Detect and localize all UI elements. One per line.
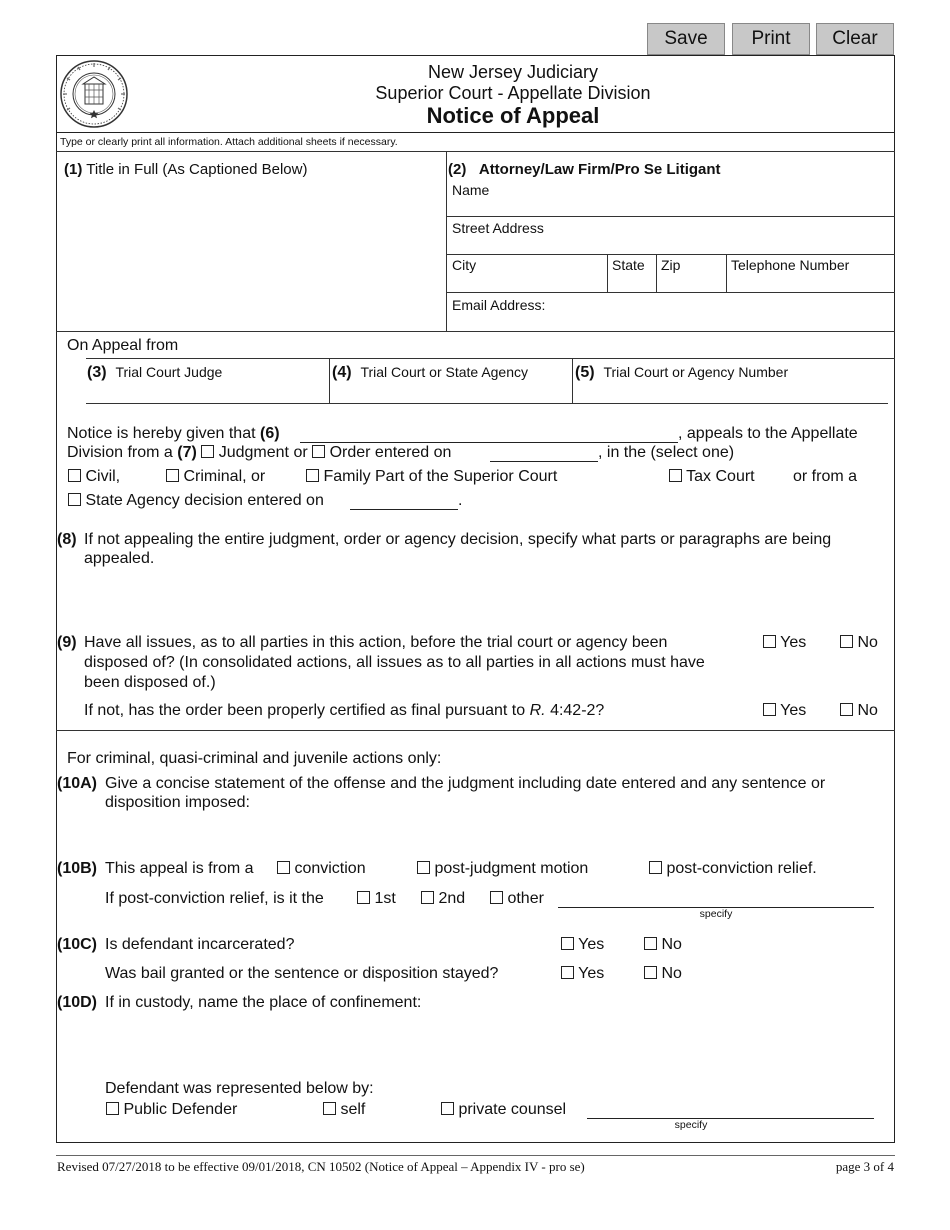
trial-judge-label: (3) Trial Court Judge [87, 364, 223, 381]
section9-num: (9) [57, 634, 77, 651]
judgment-checkbox[interactable] [201, 445, 214, 458]
conviction-checkbox[interactable] [277, 861, 290, 874]
agency-date-field[interactable] [350, 509, 458, 510]
divider [446, 151, 447, 331]
trial-judge-field[interactable] [88, 384, 326, 402]
divider [86, 358, 895, 359]
notice-line2: Division from a (7) Judgment or Order entered on [67, 444, 452, 461]
first-checkbox[interactable] [357, 891, 370, 904]
confinement-field[interactable] [105, 1016, 885, 1068]
state-agency-checkbox[interactable] [68, 493, 81, 506]
first-option: 1st [357, 889, 396, 909]
divider [56, 151, 895, 152]
order-checkbox[interactable] [312, 445, 325, 458]
divider [56, 730, 895, 731]
footer-revision: Revised 07/27/2018 to be effective 09/01/2018, CN 10502 (Notice of Appeal – Appendix IV - pro se) [57, 1159, 585, 1174]
q9b-no-checkbox[interactable] [840, 703, 853, 716]
second-option: 2nd [421, 889, 465, 909]
trial-court-label: (4) Trial Court or State Agency [332, 364, 529, 381]
clear-button[interactable]: Clear [816, 23, 894, 55]
offense-statement-field[interactable] [105, 815, 885, 853]
section2-label: (2) Attorney/Law Firm/Pro Se Litigant [448, 161, 721, 178]
post-judgment-motion-checkbox[interactable] [417, 861, 430, 874]
civil-option: Civil, [68, 467, 120, 487]
save-button[interactable]: Save [647, 23, 725, 55]
section10a-line1: Give a concise statement of the offense and the judgment including date entered and any sentence or [105, 775, 826, 792]
agency-number-field[interactable] [575, 384, 887, 402]
public-defender-option: Public Defender [106, 1100, 237, 1120]
public-defender-checkbox[interactable] [106, 1102, 119, 1115]
divider [726, 254, 727, 292]
q9b-yes: Yes [763, 701, 806, 721]
header-line2: Superior Court - Appellate Division [375, 83, 651, 103]
section8-line1: If not appealing the entire judgment, order or agency decision, specify what parts or paragraphs are being [84, 531, 832, 548]
divider [446, 292, 895, 293]
name-field[interactable] [448, 198, 893, 216]
q9-no: No [840, 633, 878, 653]
divider [572, 358, 573, 404]
name-label: Name [452, 182, 490, 198]
divider [329, 358, 330, 404]
specify-hint: specify [674, 1119, 708, 1131]
title-in-full-field[interactable] [60, 184, 440, 326]
header-line1: New Jersey Judiciary [427, 62, 599, 82]
section9-q2: If not, has the order been properly certified as final pursuant to R. 4:42-2? [84, 702, 605, 719]
self-checkbox[interactable] [323, 1102, 336, 1115]
divider [607, 254, 608, 292]
tax-court-checkbox[interactable] [669, 469, 682, 482]
self-option: self [323, 1100, 365, 1120]
section10d-num: (10D) [57, 994, 98, 1011]
parts-appealed-field[interactable] [84, 572, 884, 620]
section9-line2: disposed of? (In consolidated actions, all issues as to all parties in all actions must have [84, 654, 705, 671]
section10c-num: (10C) [57, 936, 98, 953]
phone-label: Telephone Number [731, 257, 850, 273]
pjm-option: post-judgment motion [417, 859, 588, 879]
bail-no: No [644, 964, 682, 984]
notice-period: . [458, 492, 463, 509]
section10c-q2: Was bail granted or the sentence or disposition stayed? [105, 965, 499, 982]
section8-num: (8) [57, 531, 77, 548]
incarcerated-yes-checkbox[interactable] [561, 937, 574, 950]
section10a-line2: disposition imposed: [105, 794, 250, 811]
street-label: Street Address [452, 220, 544, 236]
bail-yes: Yes [561, 964, 604, 984]
q9b-yes-checkbox[interactable] [763, 703, 776, 716]
agency-option: State Agency decision entered on [68, 491, 324, 511]
section10d-q: If in custody, name the place of confinement: [105, 994, 422, 1011]
criminal-checkbox[interactable] [166, 469, 179, 482]
section1-label: (1) Title in Full (As Captioned Below) [64, 161, 308, 178]
incarcerated-no: No [644, 935, 682, 955]
bail-yes-checkbox[interactable] [561, 966, 574, 979]
q9-yes-checkbox[interactable] [763, 635, 776, 648]
civil-checkbox[interactable] [68, 469, 81, 482]
divider [56, 331, 895, 332]
other-option: other [490, 889, 544, 909]
order-date-field[interactable] [490, 461, 598, 462]
divider [86, 403, 888, 404]
incarcerated-no-checkbox[interactable] [644, 937, 657, 950]
email-field[interactable] [550, 294, 893, 328]
post-conviction-relief-checkbox[interactable] [649, 861, 662, 874]
zip-label: Zip [661, 257, 681, 273]
private-counsel-checkbox[interactable] [441, 1102, 454, 1115]
private-counsel-option: private counsel [441, 1100, 566, 1120]
section10a-num: (10A) [57, 775, 98, 792]
notice-select: , in the (select one) [598, 444, 735, 461]
section8-line2: appealed. [84, 550, 155, 567]
section10b-pre: This appeal is from a [105, 860, 254, 877]
family-checkbox[interactable] [306, 469, 319, 482]
section10b-num: (10B) [57, 860, 98, 877]
print-button[interactable]: Print [732, 23, 810, 55]
section10b-q2: If post-conviction relief, is it the [105, 890, 324, 907]
second-checkbox[interactable] [421, 891, 434, 904]
criminal-heading: For criminal, quasi-criminal and juvenile actions only: [67, 750, 442, 767]
city-label: City [452, 257, 477, 273]
criminal-option: Criminal, or [166, 467, 265, 487]
divider [656, 254, 657, 292]
representation-label: Defendant was represented below by: [105, 1080, 374, 1097]
pcr-option: post-conviction relief. [649, 859, 817, 879]
footer-rule [56, 1155, 895, 1156]
appeal-from-heading: On Appeal from [67, 337, 179, 354]
state-label: State [612, 257, 645, 273]
family-option: Family Part of the Superior Court [306, 467, 557, 487]
email-label: Email Address: [452, 297, 546, 313]
q9-no-checkbox[interactable] [840, 635, 853, 648]
section10c-q1: Is defendant incarcerated? [105, 936, 295, 953]
section9-line3: been disposed of.) [84, 674, 216, 691]
other-checkbox[interactable] [490, 891, 503, 904]
specify-hint: specify [699, 908, 733, 920]
or-from-a: or from a [793, 468, 858, 485]
conviction-option: conviction [277, 859, 366, 879]
tax-option: Tax Court [669, 467, 755, 487]
notice-line1-pre: Notice is hereby given that (6) [67, 425, 280, 442]
street-field[interactable] [448, 236, 893, 254]
q9b-no: No [840, 701, 878, 721]
section9-line1: Have all issues, as to all parties in this action, before the trial court or agency been [84, 634, 668, 651]
trial-court-field[interactable] [332, 384, 570, 402]
agency-number-label: (5) Trial Court or Agency Number [575, 364, 789, 381]
notice-line1-post: , appeals to the Appellate [678, 425, 858, 442]
divider [446, 216, 895, 217]
q9-yes: Yes [763, 633, 806, 653]
incarcerated-yes: Yes [561, 935, 604, 955]
footer-page: page 3 of 4 [835, 1159, 894, 1174]
bail-no-checkbox[interactable] [644, 966, 657, 979]
instructions: Type or clearly print all information. Attach additional sheets if necessary. [60, 136, 398, 148]
page-title: Notice of Appeal [426, 103, 600, 128]
